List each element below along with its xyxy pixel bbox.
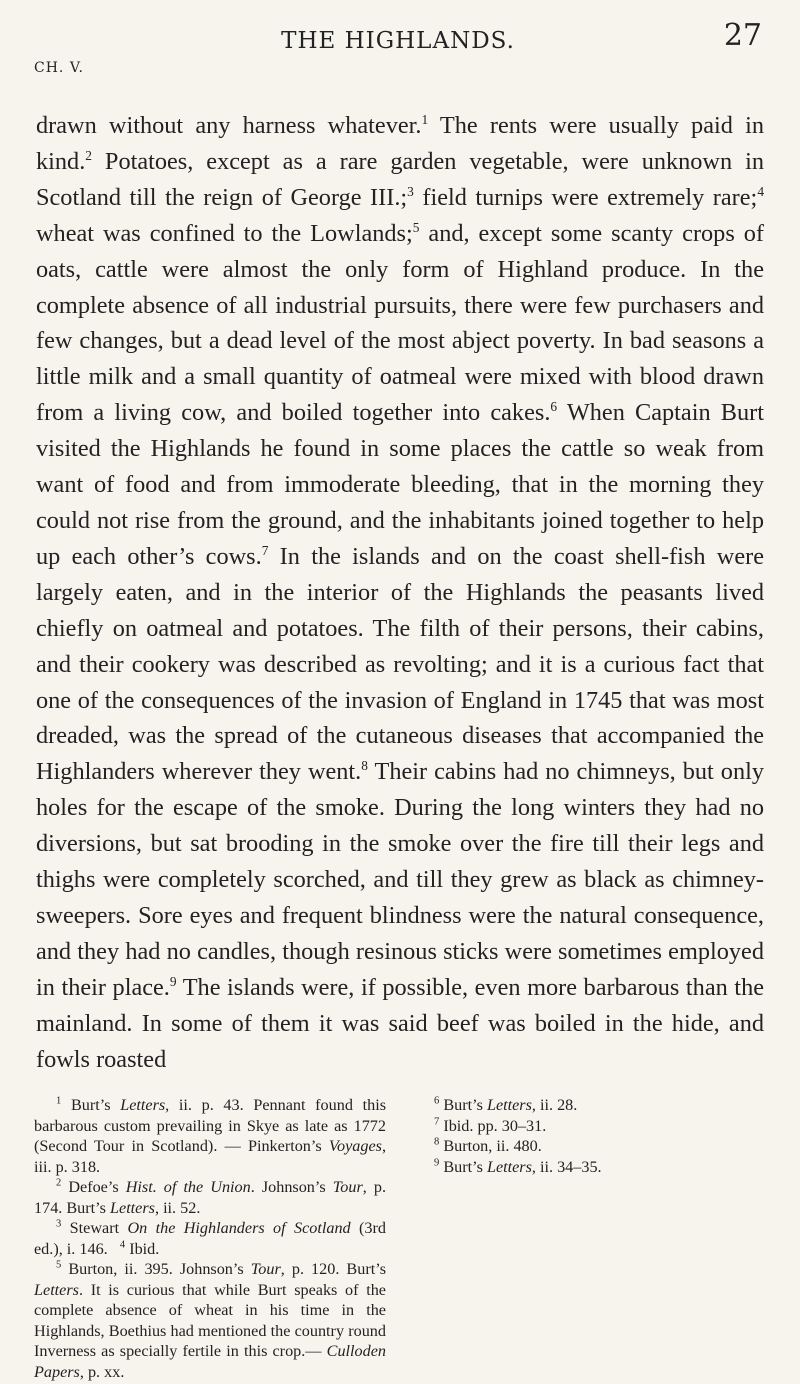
text-segment: wheat was confined to the Lowlands; [36, 219, 413, 247]
text-segment: The rents were usually paid in kind. [36, 112, 764, 175]
footnote-4: Ibid. [125, 1239, 160, 1258]
footnote-ref-6: 6 [550, 399, 558, 415]
running-header [34, 14, 762, 76]
footnote-ref-9: 9 [169, 973, 177, 989]
text-segment: In the islands and on the coast shell-fish were largely eaten, and in the interior of the Highlands the peasants lived chiefly on oatmeal and potatoes. The filth of their persons, their cabins, and their cookery was described as revolting; and it is a curious fact that one of the consequences of the invasion of England in 1745 that was most dreaded, was the spread of the cutaneous diseases that accompanied the Highlanders wherever they went. [36, 542, 764, 786]
body-paragraph [36, 108, 764, 1077]
footnote-ref-3: 3 [407, 183, 414, 199]
footnote-column-right [412, 1095, 764, 1382]
footnote-7: $^7$ Ibid. pp. 30–31. [434, 1116, 547, 1135]
text-segment: Their cabins had no chimneys, but only holes for the escape of the smoke. During the long winters they had no diversions, but sat brooding in the smoke over the fire till their legs and thighs were completely scorched, and till they grew as black as chimney-sweepers. Sore eyes and frequent blindness were the natural consequence, and they had no candles, though resinous sticks were sometimes employed in their place. [36, 758, 764, 1001]
footnote-ref-1: 1 [421, 111, 429, 127]
footnote-ref-4: 4 [757, 183, 764, 199]
footnote-2: $^2$ Defoe’s Hist. of the Union. Johnson’s Tour, p. 174. Burt’s Letters, ii. 52. [34, 1177, 387, 1217]
footnote-4-number: 4 [119, 1239, 126, 1251]
footnote-5: $^5$ Burton, ii. 395. Johnson’s Tour, p. 120. Burt’s Letters. It is curious that while Burt speaks of the complete absence of wheat in his time in the Highlands, Boethius had mentioned the country round Inverness as specially fertile in this crop.— Culloden Papers, p. xx. [34, 1259, 386, 1381]
text-segment: When Captain Burt visited the Highlands he found in some places the cattle so weak from want of food and from immoderate bleeding, that in the morning they could not rise from the ground, and the inhabitants joined together to help up each other’s cows. [36, 399, 764, 570]
footnote-9: $^9$ Burt’s Letters, ii. 34–35. [434, 1157, 602, 1176]
main-text [36, 108, 764, 1077]
footnote-ref-7: 7 [261, 542, 269, 558]
footnote-3: $^3$ Stewart On the Highlanders of Scotland (3rd ed.), i. 146. $^4$ Ibid. [34, 1218, 386, 1258]
footnote-1: $^1$ Burt’s Letters, ii. p. 43. Pennant found this barbarous custom prevailing in Skye as late as 1772 (Second Tour in Scotland). — Pinkerton’s Voyages, iii. p. 318. [34, 1095, 386, 1176]
footnote-8: $^8$ Burton, ii. 480. [434, 1136, 542, 1155]
chapter-label: CH. V. [34, 60, 84, 76]
footnote-ref-2: 2 [85, 147, 92, 163]
text-segment: The islands were, if possible, even more barbarous than the mainland. In some of them it was said beef was boiled in the hide, and fowls roasted [36, 973, 764, 1073]
footnote-ref-8: 8 [361, 758, 368, 774]
text-segment: Potatoes, except as a rare garden vegetable, were unknown in Scotland till the reign of George III.; [36, 147, 764, 211]
footnote-ref-5: 5 [412, 219, 420, 235]
footnotes [34, 1095, 764, 1382]
running-title: THE HIGHLANDS. [281, 28, 515, 54]
text-segment: drawn without any harness whatever. [36, 112, 422, 139]
page-number: 27 [723, 18, 762, 53]
text-segment: field turnips were extremely rare; [413, 183, 758, 211]
footnote-6: $^6$ Burt’s Letters, ii. 28. [434, 1095, 578, 1114]
text-segment: and, except some scanty crops of oats, cattle were almost the only form of Highland produce. In the complete absence of all industrial pursuits, there were few purchasers and few changes, but a dead level of the most abject poverty. In bad seasons a little milk and a small quantity of oatmeal were mixed with blood drawn from a living cow, and boiled together into cakes. [36, 219, 764, 427]
footnote-column-left [34, 1095, 386, 1382]
